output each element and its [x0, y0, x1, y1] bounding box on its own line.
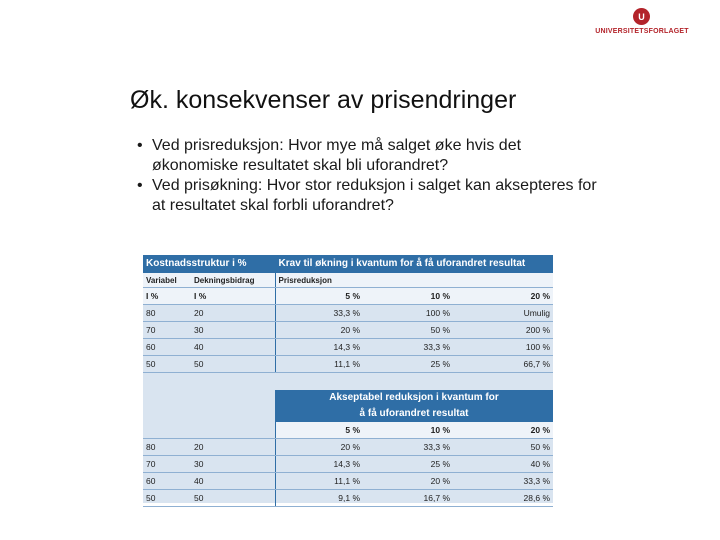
- bullet-dot-icon: •: [137, 177, 143, 194]
- table-cell: 11,1 %: [275, 473, 363, 490]
- table-cell: 25 %: [363, 456, 453, 473]
- table-cell: 80: [143, 305, 191, 322]
- table-cell: 60: [143, 339, 191, 356]
- table-cell: I %: [143, 288, 191, 305]
- table-cell: 33,3 %: [363, 339, 453, 356]
- col-dekningsbidrag: Dekningsbidrag: [191, 273, 275, 288]
- table-cell: 28,6 %: [453, 490, 553, 507]
- table-cell: 20: [191, 439, 275, 456]
- logo-emblem-icon: U: [633, 8, 650, 25]
- table-header-row: [143, 255, 553, 273]
- table-row: [143, 490, 553, 507]
- table-cell: 20 %: [363, 473, 453, 490]
- table-cell: 30: [191, 322, 275, 339]
- table-cell: 10 %: [363, 422, 453, 439]
- table-cell: 40: [191, 473, 275, 490]
- table-cell: 50: [143, 356, 191, 373]
- table-cell: 20 %: [275, 322, 363, 339]
- table-cell: 100 %: [453, 339, 553, 356]
- table-cell: 9,1 %: [275, 490, 363, 507]
- table-cell: 20 %: [275, 439, 363, 456]
- table-cell: Umulig: [453, 305, 553, 322]
- bullet-item: [137, 136, 607, 176]
- logo-text: UNIVERSITETSFORLAGET: [595, 28, 689, 35]
- table-cell: 200 %: [453, 322, 553, 339]
- table-cell: 50: [191, 356, 275, 373]
- table-cell: 60: [143, 473, 191, 490]
- table-header-row: [143, 390, 553, 406]
- table-cell: 14,3 %: [275, 339, 363, 356]
- table-cell: 50 %: [453, 439, 553, 456]
- table-cell: I %: [191, 288, 275, 305]
- table-cell: 5 %: [275, 288, 363, 305]
- bullet-text: Ved prisøkning: Hvor stor reduksjon i salget kan aksepteres for at resultatet skal forbli uforandret?: [152, 177, 597, 214]
- cost-structure-header: Kostnadsstruktur i %: [143, 255, 275, 273]
- table-row: [143, 322, 553, 339]
- table-row: [143, 339, 553, 356]
- acceptable-reduction-header-line1: Akseptabel reduksjon i kvantum for: [275, 390, 553, 406]
- table-cell: 66,7 %: [453, 356, 553, 373]
- bullet-dot-icon: •: [137, 137, 143, 154]
- table-unit-row: [143, 422, 553, 439]
- table-cell: 33,3 %: [453, 473, 553, 490]
- table-cell: 33,3 %: [363, 439, 453, 456]
- table-cell: 100 %: [363, 305, 453, 322]
- table-row: [143, 356, 553, 373]
- table-cell: 14,3 %: [275, 456, 363, 473]
- table-cell: 11,1 %: [275, 356, 363, 373]
- slide-title: Øk. konsekvenser av prisendringer: [130, 86, 517, 114]
- table-row: [143, 305, 553, 322]
- table-unit-row: [143, 288, 553, 305]
- table-cell: 40: [191, 339, 275, 356]
- table-row: [143, 439, 553, 456]
- table-subheader-row: [143, 273, 553, 288]
- table-header-row: [143, 406, 553, 422]
- table-cell: 70: [143, 322, 191, 339]
- table-cell: 40 %: [453, 456, 553, 473]
- table-spacer: [143, 373, 553, 391]
- table-cell: 20: [191, 305, 275, 322]
- table-row: [143, 473, 553, 490]
- table-cell: 20 %: [453, 288, 553, 305]
- col-prisreduksjon: Prisreduksjon: [275, 273, 553, 288]
- table-cell: 50: [143, 490, 191, 507]
- table-cell: 50 %: [363, 322, 453, 339]
- table-cell: 5 %: [275, 422, 363, 439]
- table-cell: 20 %: [453, 422, 553, 439]
- table-row: [143, 456, 553, 473]
- col-variabel: Variabel: [143, 273, 191, 288]
- quantity-increase-header: Krav til økning i kvantum for å få uforandret resultat: [275, 255, 553, 273]
- table-cell: 30: [191, 456, 275, 473]
- table-cell: 10 %: [363, 288, 453, 305]
- bullet-list: [137, 136, 607, 216]
- table-cell: 80: [143, 439, 191, 456]
- table-cell: 33,3 %: [275, 305, 363, 322]
- bullet-item: [137, 176, 607, 216]
- acceptable-reduction-header-line2: å få uforandret resultat: [275, 406, 553, 422]
- bullet-text: Ved prisreduksjon: Hvor mye må salget øke hvis det økonomiske resultatet skal bli uforandret?: [152, 137, 522, 174]
- table-cell: 16,7 %: [363, 490, 453, 507]
- price-change-table: [143, 255, 553, 503]
- publisher-logo: [586, 8, 698, 38]
- table-cell: 70: [143, 456, 191, 473]
- table-cell: 25 %: [363, 356, 453, 373]
- table-cell: 50: [191, 490, 275, 507]
